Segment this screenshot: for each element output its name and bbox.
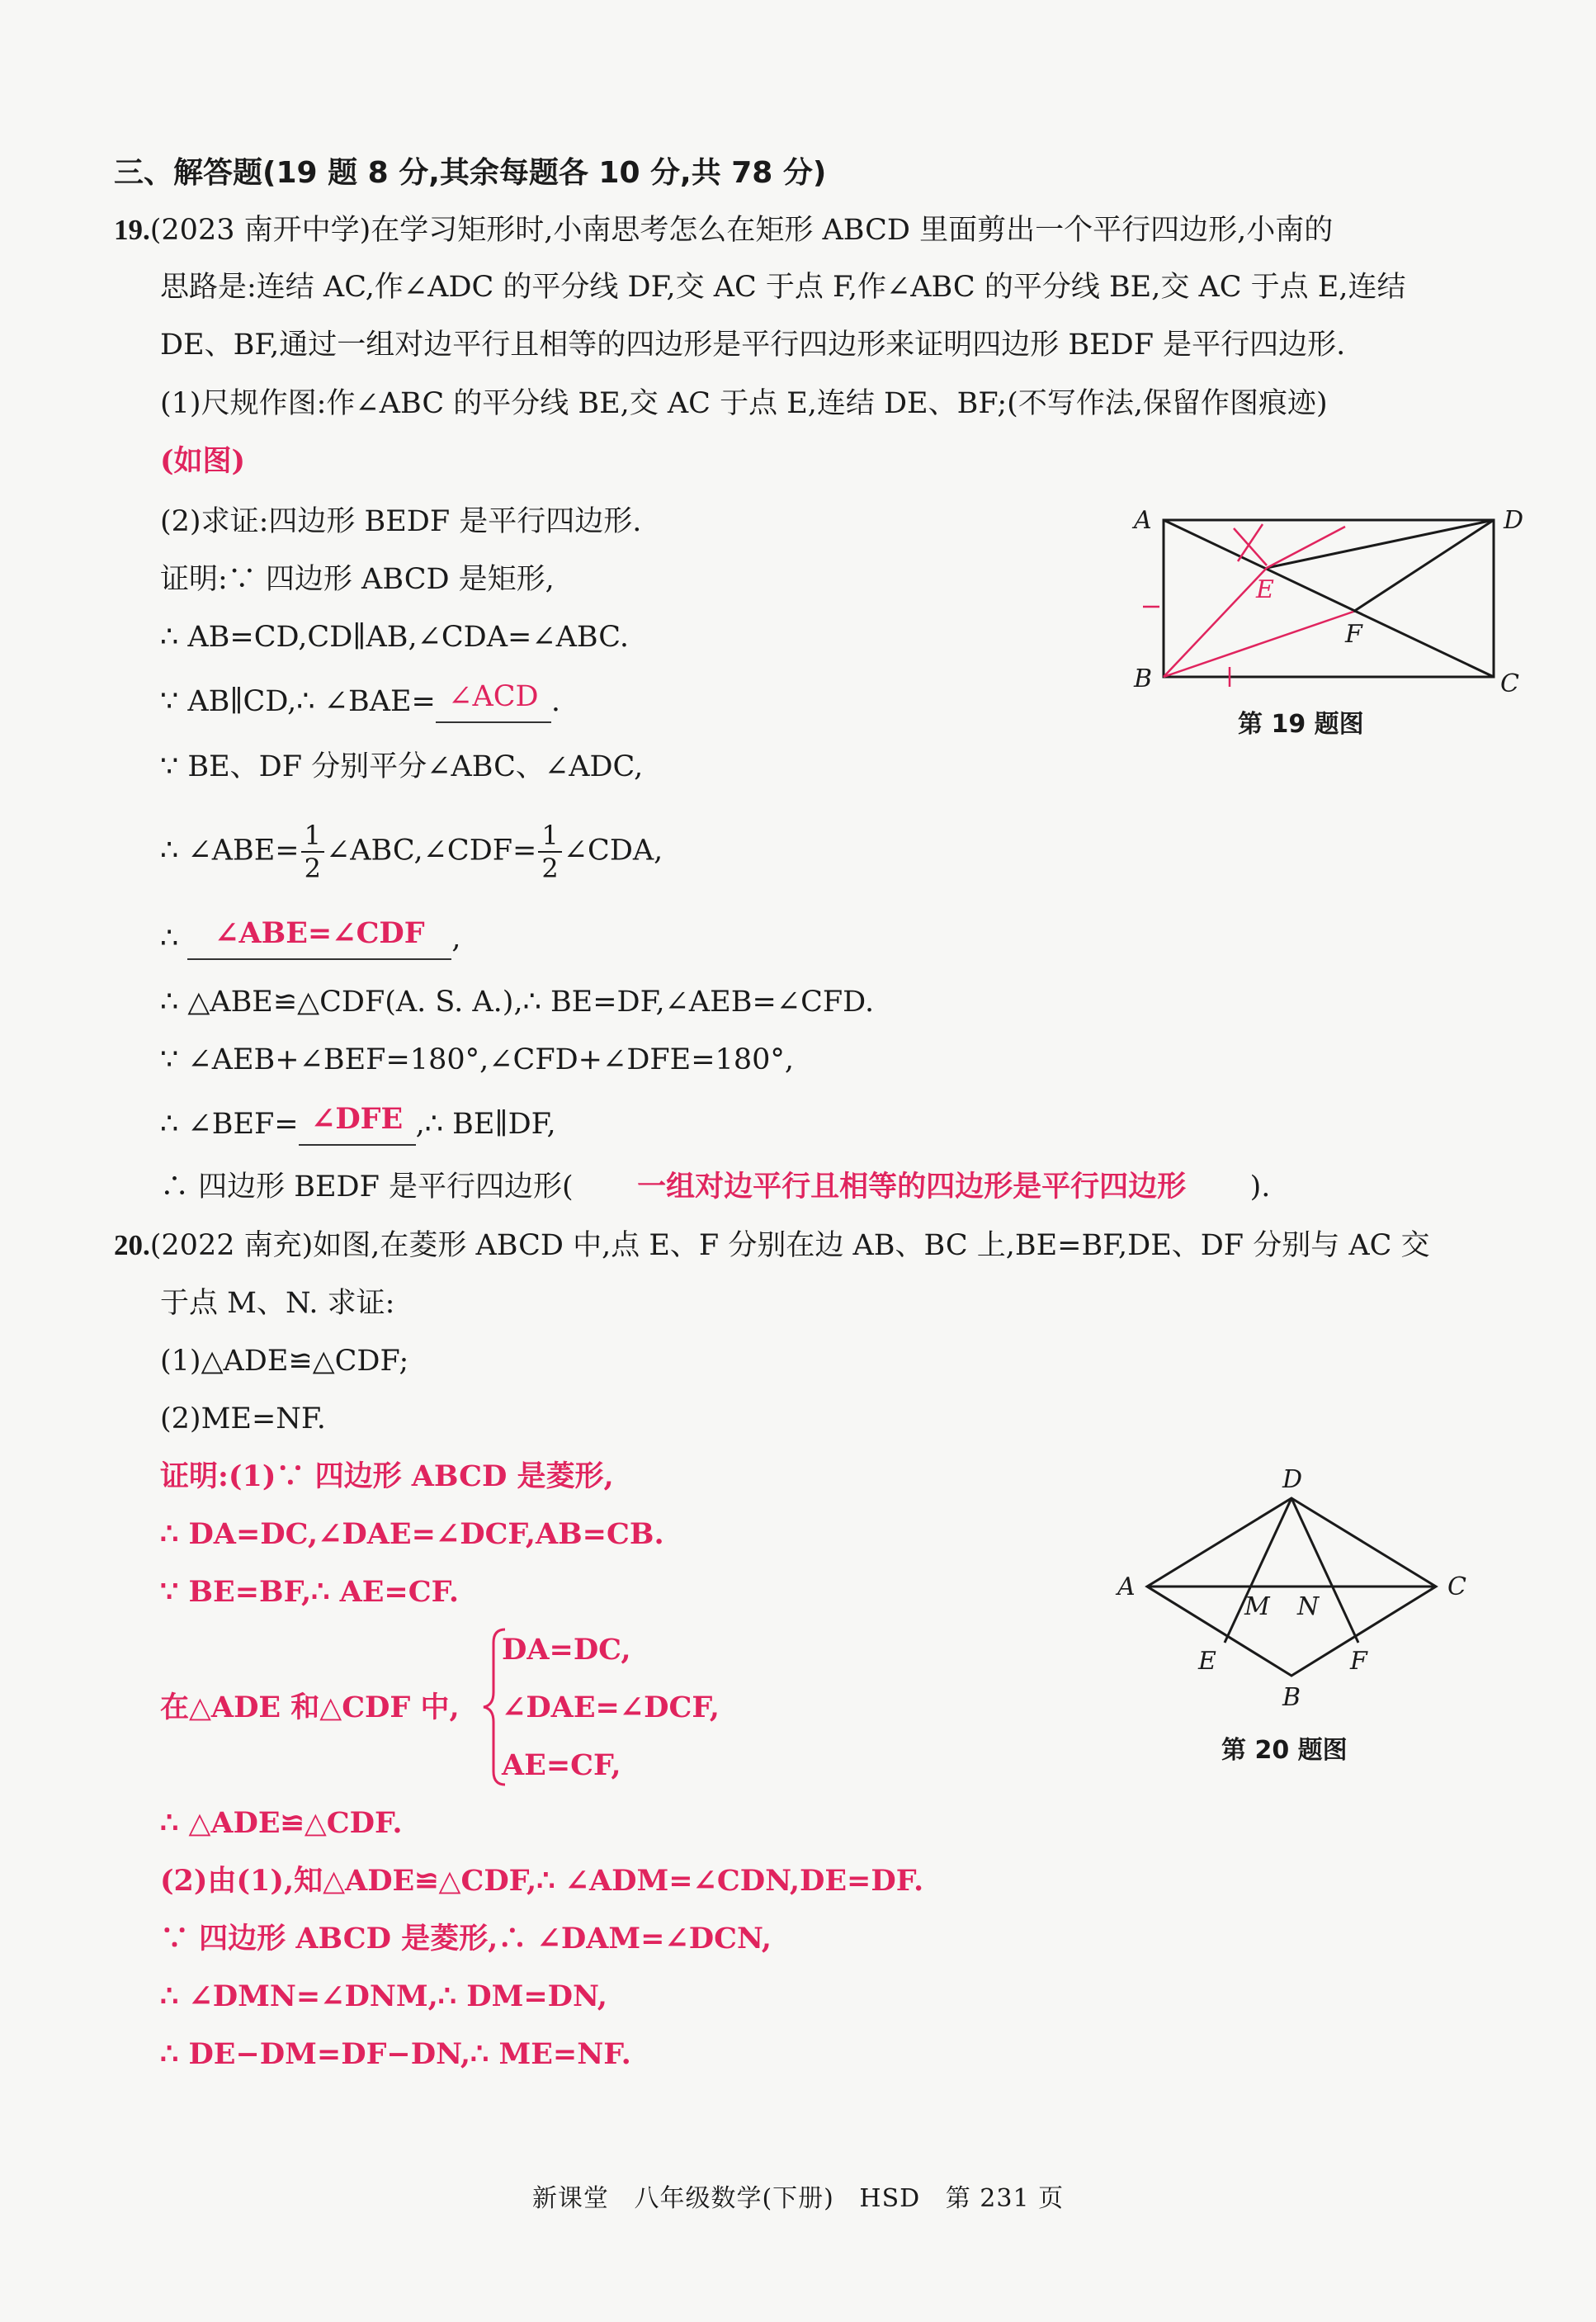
label-a: A [1117, 1572, 1136, 1601]
label-c: C [1500, 669, 1519, 698]
q20-answer-l4: 在△ADE 和△CDF 中, [160, 1691, 460, 1724]
segment-de [1267, 520, 1494, 568]
q19-stem-line2: 思路是:连结 AC,作∠ADC 的平分线 DF,交 AC 于点 F,作∠ABC 的平分线 BE,交 AC 于点 E,连结 [160, 271, 1406, 304]
q19-part2: (2)求证:四边形 BEDF 是平行四边形. [160, 505, 642, 538]
segment-bf [1164, 612, 1353, 677]
q19-proof-l9: ∴ ∠BEF= ∠DFE ,∴ BE∥DF, [160, 1104, 556, 1146]
construction-arc-cross [1234, 524, 1267, 565]
label-e: E [1256, 575, 1274, 604]
q19-stem-line3: DE、BF,通过一组对边平行且相等的四边形是平行四边形来证明四边形 BEDF 是平行四边形. [160, 329, 1346, 362]
q19-proof-l10: ∴ 四边形 BEDF 是平行四边形( 一组对边平行且相等的四边形是平行四边形 ). [160, 1167, 1270, 1207]
q19-blank3 [299, 1104, 416, 1146]
q19-blank1 [436, 682, 551, 723]
q20-answer-l9: ∴ DE−DM=DF−DN,∴ ME=NF. [160, 2037, 631, 2071]
label-d: D [1282, 1465, 1303, 1494]
q20-system-line2: ∠DAE=∠DCF, [502, 1691, 720, 1724]
q20-figure-caption: 第 20 题图 [1221, 1736, 1348, 1765]
label-c: C [1447, 1572, 1466, 1601]
q19-part1-answer: (如图) [160, 444, 246, 478]
page-footer [0, 2178, 1596, 2214]
q20-number: 20. [114, 1229, 150, 1261]
q19-proof-l4: ∵ BE、DF 分别平分∠ABC、∠ADC, [160, 750, 644, 783]
q19-part1: (1)尺规作图:作∠ABC 的平分线 BE,交 AC 于点 E,连结 DE、BF;(不写作法,保留作图痕迹) [160, 387, 1328, 420]
q20-answer-l7: ∵ 四边形 ABCD 是菱形,∴ ∠DAM=∠DCN, [160, 1922, 772, 1955]
q19-figure-caption: 第 19 题图 [1238, 710, 1364, 739]
q19-proof-l8: ∵ ∠AEB+∠BEF=180°,∠CFD+∠DFE=180°, [160, 1043, 794, 1076]
q20-figure [1106, 1453, 1502, 1725]
label-a: A [1134, 506, 1152, 535]
label-d: D [1503, 506, 1523, 535]
label-e: E [1198, 1647, 1216, 1676]
bisector-extension [1267, 527, 1345, 568]
q19-proof-l5: ∴ ∠ABE= $\frac{1}{2}$ ∠ABC,∠CDF= $\frac{1}{2}$ ∠CDA, [160, 820, 663, 884]
q19-number: 19. [114, 214, 150, 246]
fraction-half-1: $\frac{1}{2}$ [301, 820, 324, 884]
diagonal-ac [1164, 520, 1494, 677]
q20-answer-l5: ∴ △ADE≌△CDF. [160, 1806, 403, 1840]
q20-answer-l3: ∵ BE=BF,∴ AE=CF. [160, 1575, 460, 1609]
q20-system-line3: AE=CF, [502, 1748, 621, 1782]
label-f: F [1345, 620, 1362, 649]
q20-system-line1: DA=DC, [502, 1633, 631, 1667]
q19-stem-line1 [114, 210, 1333, 250]
q19-blank2 [187, 916, 451, 960]
label-m: M [1244, 1592, 1270, 1621]
label-b: B [1134, 664, 1153, 693]
footer-edition: HSD [859, 2184, 921, 2213]
q19-blank2-answer: ∠ABE=∠CDF [215, 916, 425, 950]
q19-proof-l3: ∵ AB∥CD,∴ ∠BAE= ∠ACD . [160, 682, 560, 723]
q19-blank1-answer: ∠ACD [448, 680, 539, 713]
q19-blank4-answer: 一组对边平行且相等的四边形是平行四边形 [637, 1170, 1187, 1204]
q19-proof-l2: ∴ AB=CD,CD∥AB,∠CDA=∠ABC. [160, 621, 629, 654]
footer-grade: 八年级数学(下册) [634, 2184, 834, 2213]
q20-part2: (2)ME=NF. [160, 1402, 326, 1435]
q20-part1: (1)△ADE≌△CDF; [160, 1345, 409, 1378]
q20-stem-line2: 于点 M、N. 求证: [160, 1287, 395, 1320]
q19-proof-l1: 证明:∵ 四边形 ABCD 是矩形, [160, 563, 555, 596]
label-b: B [1282, 1683, 1301, 1712]
label-n: N [1297, 1592, 1320, 1621]
label-f: F [1350, 1647, 1367, 1676]
footer-page-number: 第 231 页 [945, 2184, 1065, 2213]
q20-answer-l8: ∴ ∠DMN=∠DNM,∴ DM=DN, [160, 1979, 607, 2013]
q19-blank3-answer: ∠DFE [311, 1102, 404, 1136]
fraction-half-2: $\frac{1}{2}$ [538, 820, 561, 884]
q19-proof-l7: ∴ △ABE≌△CDF(A. S. A.),∴ BE=DF,∠AEB=∠CFD. [160, 986, 875, 1019]
q19-stem-text1: (2023 南开中学)在学习矩形时,小南思考怎么在矩形 ABCD 里面剪出一个平行四边形,小南的 [149, 214, 1334, 247]
section-title: 三、解答题(19 题 8 分,其余每题各 10 分,共 78 分) [114, 156, 827, 190]
q20-stem-line1 [114, 1226, 1430, 1265]
q20-answer-l2: ∴ DA=DC,∠DAE=∠DCF,AB=CB. [160, 1517, 664, 1551]
q20-answer-l1: 证明:(1)∵ 四边形 ABCD 是菱形, [160, 1459, 614, 1493]
q20-answer-l6: (2)由(1),知△ADE≌△CDF,∴ ∠ADM=∠CDN,DE=DF. [160, 1864, 924, 1898]
q20-stem-text1: (2022 南充)如图,在菱形 ABCD 中,点 E、F 分别在边 AB、BC 上,BE=BF,DE、DF 分别与 AC 交 [149, 1229, 1430, 1262]
q19-proof-l6: ∴ ∠ABE=∠CDF , [160, 919, 461, 960]
bisector-be [1164, 568, 1267, 677]
q19-figure [1122, 495, 1523, 710]
footer-book: 新课堂 [531, 2184, 609, 2213]
